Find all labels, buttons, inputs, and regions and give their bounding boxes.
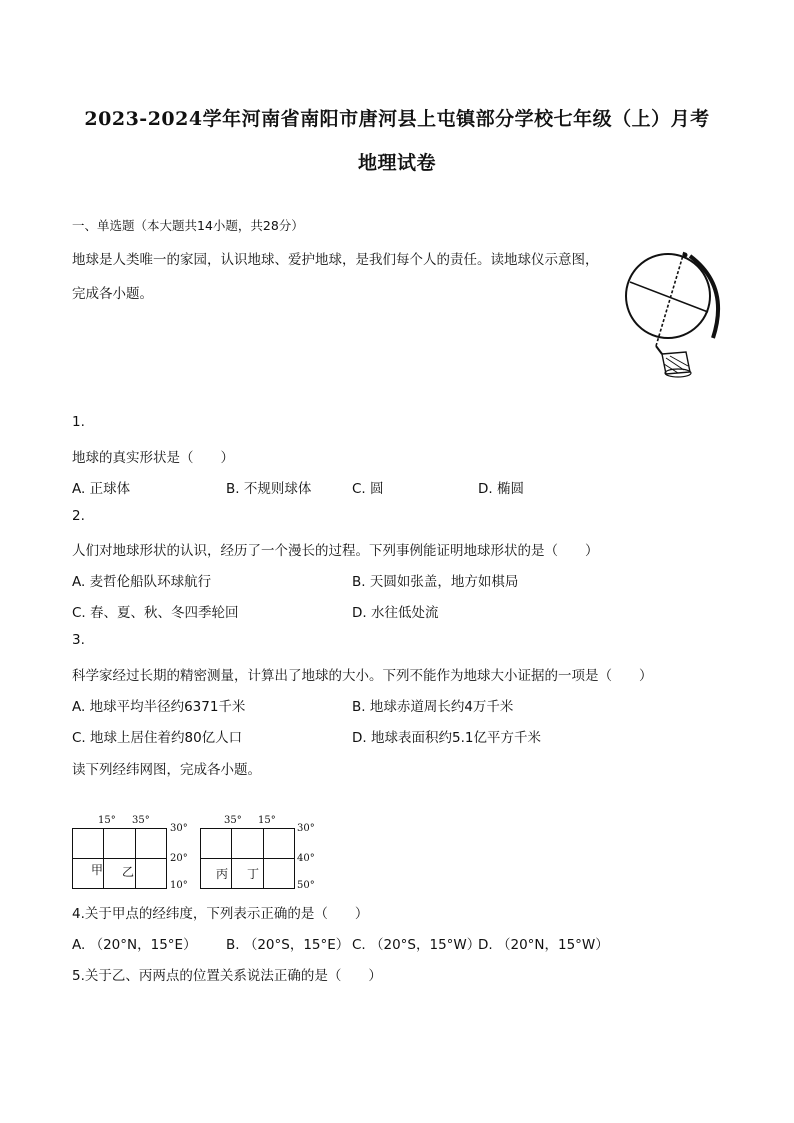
grid2-top-label-2: 15° <box>258 815 276 826</box>
q1-option-d[interactable]: D. 椭圆 <box>478 481 524 497</box>
exam-title: 2023-2024学年河南省南阳市唐河县上屯镇部分学校七年级（上）月考 <box>84 108 710 130</box>
q2-option-c[interactable]: C. 春、夏、秋、冬四季轮回 <box>72 605 239 621</box>
q3-number: 3. <box>72 632 85 648</box>
q4-stem: 4.关于甲点的经纬度，下列表示正确的是（ ） <box>72 906 369 922</box>
q2-option-a[interactable]: A. 麦哲伦船队环球航行 <box>72 574 212 590</box>
q1-number: 1. <box>72 414 85 430</box>
q2-stem: 人们对地球形状的认识，经历了一个漫长的过程。下列事例能证明地球形状的是（ ） <box>72 543 599 559</box>
intro-text-grid: 读下列经纬网图，完成各小题。 <box>72 762 261 778</box>
point-yi: 乙 <box>122 865 135 879</box>
q4-option-d[interactable]: D. （20°N，15°W） <box>478 937 609 953</box>
grid2-right-label-3: 50° <box>297 880 315 891</box>
q1-option-c[interactable]: C. 圆 <box>352 481 384 497</box>
grid1-right-label-2: 20° <box>170 853 188 864</box>
q4-option-c[interactable]: C. （20°S，15°W） <box>352 937 481 953</box>
exam-subject: 地理试卷 <box>357 152 436 174</box>
point-bing: 丙 <box>216 867 229 881</box>
grid2-right-label-1: 30° <box>297 823 315 834</box>
point-jia: 甲 <box>91 863 104 877</box>
q4-option-a[interactable]: A. （20°N，15°E） <box>72 937 197 953</box>
q1-option-a[interactable]: A. 正球体 <box>72 481 131 497</box>
q3-option-a[interactable]: A. 地球平均半径约6371千米 <box>72 699 246 715</box>
q1-option-b[interactable]: B. 不规则球体 <box>226 481 312 497</box>
q3-stem: 科学家经过长期的精密测量，计算出了地球的大小。下列不能作为地球大小证据的一项是（ ） <box>72 668 653 684</box>
grid1-right-label-1: 30° <box>170 823 188 834</box>
q5-stem: 5.关于乙、丙两点的位置关系说法正确的是（ ） <box>72 968 382 984</box>
point-ding: 丁 <box>247 867 260 881</box>
q2-number: 2. <box>72 508 85 524</box>
q1-stem: 地球的真实形状是（ ） <box>72 450 234 466</box>
grid2-top-label-1: 35° <box>224 815 242 826</box>
intro-text-2: 完成各小题。 <box>72 286 153 302</box>
intro-text-1: 地球是人类唯一的家园，认识地球、爱护地球，是我们每个人的责任。读地球仪示意图， <box>72 252 599 268</box>
q2-option-b[interactable]: B. 天圆如张盖，地方如棋局 <box>352 574 519 590</box>
grid1-top-label-2: 35° <box>132 815 150 826</box>
grid2-right-label-2: 40° <box>297 853 315 864</box>
q3-option-b[interactable]: B. 地球赤道周长约4万千米 <box>352 699 514 715</box>
q3-option-d[interactable]: D. 地球表面积约5.1亿平方千米 <box>352 730 541 746</box>
grid1-top-label-1: 15° <box>98 815 116 826</box>
globe-illustration <box>618 246 728 381</box>
q4-option-b[interactable]: B. （20°S，15°E） <box>226 937 350 953</box>
grid1-right-label-3: 10° <box>170 880 188 891</box>
q3-option-c[interactable]: C. 地球上居住着约80亿人口 <box>72 730 243 746</box>
q2-option-d[interactable]: D. 水往低处流 <box>352 605 439 621</box>
section-heading: 一、单选题（本大题共14小题，共28分） <box>72 218 304 233</box>
